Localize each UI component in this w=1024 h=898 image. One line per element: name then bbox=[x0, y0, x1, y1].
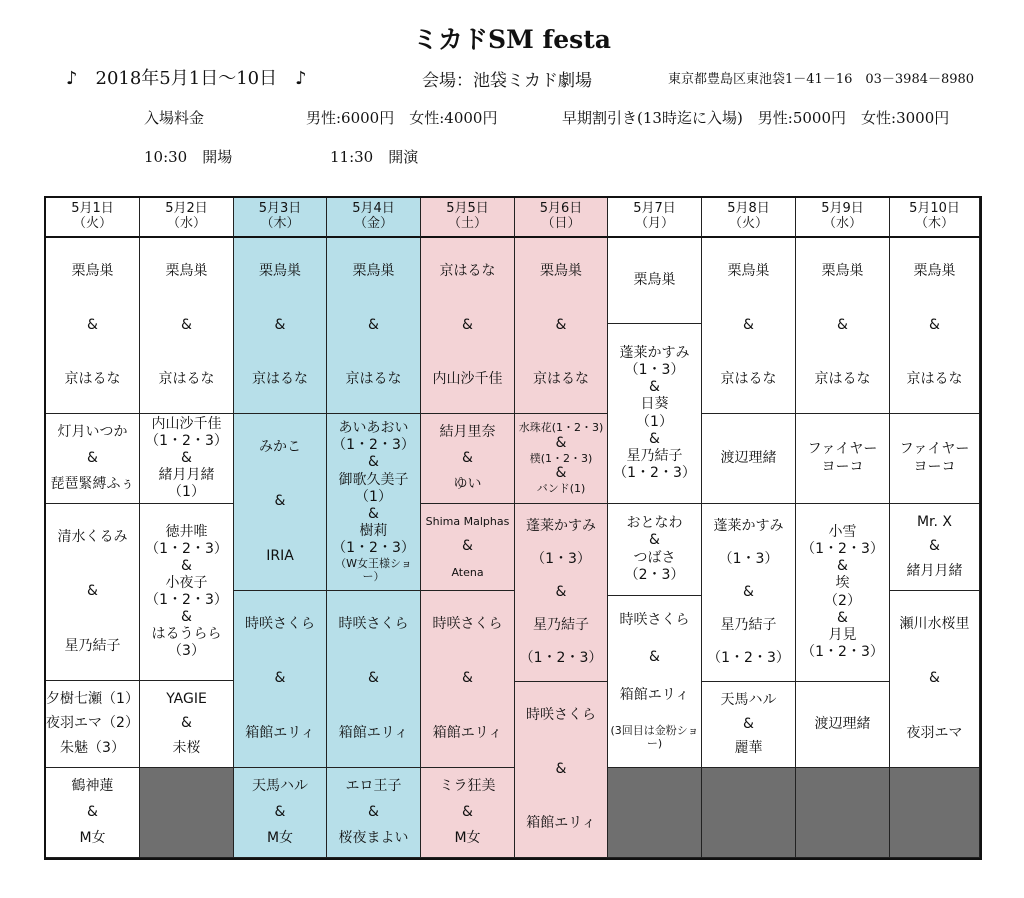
performer-cell bbox=[608, 324, 702, 504]
day-weekday: （金） bbox=[353, 216, 393, 231]
performer-line: & bbox=[87, 449, 98, 466]
page-title: ミカドSM festa bbox=[413, 25, 611, 54]
performer-line: 京はるな bbox=[439, 262, 496, 279]
performer-line: 天馬ハル bbox=[720, 691, 777, 708]
performer-line: 箱館エリィ bbox=[245, 725, 315, 742]
performer-cell bbox=[46, 414, 140, 504]
performer-line: 星乃結子 bbox=[720, 616, 777, 633]
day-date: 5月10日 bbox=[909, 201, 960, 217]
performer-line: & bbox=[181, 557, 192, 574]
performer-line: & bbox=[274, 803, 286, 820]
address-phone: 東京都豊島区東池袋1－41－16 03－3984－8980 bbox=[668, 72, 975, 87]
day-date: 5月7日 bbox=[633, 201, 676, 217]
performer-cell bbox=[140, 681, 234, 768]
performer-cell bbox=[702, 504, 796, 682]
closed-slot bbox=[608, 768, 702, 858]
performer-line: 琵琶緊縛ふぅ bbox=[50, 475, 135, 492]
performer-line: & bbox=[555, 760, 567, 777]
performer-line: & bbox=[555, 583, 567, 600]
performer-cell bbox=[421, 591, 515, 768]
performer-line: & bbox=[181, 316, 192, 333]
performer-line: （1・2・3） bbox=[519, 649, 603, 666]
fee-regular: 男性:6000円 女性:4000円 bbox=[306, 109, 498, 127]
performer-cell bbox=[796, 238, 890, 414]
fee-early-discount: 早期割引き(13時迄に入場) 男性:5000円 女性:3000円 bbox=[562, 109, 950, 127]
performer-line: & bbox=[274, 316, 286, 333]
closed-slot bbox=[140, 768, 234, 858]
performer-cell bbox=[702, 238, 796, 414]
performer-cell bbox=[140, 504, 234, 681]
performer-line: （1・3） bbox=[531, 550, 591, 567]
performer-line: 桜夜まよい bbox=[338, 829, 409, 846]
performer-line: & bbox=[274, 670, 286, 687]
day-header bbox=[796, 198, 890, 238]
performer-line: & bbox=[462, 803, 473, 820]
performer-line: 京はるな bbox=[345, 371, 402, 388]
performer-line: はるうらら bbox=[151, 626, 222, 643]
performer-line: 未桜 bbox=[172, 740, 201, 757]
day-weekday: （日） bbox=[541, 216, 581, 231]
performer-line: 時咲さくら bbox=[526, 706, 596, 723]
performer-line: & bbox=[462, 538, 473, 555]
performer-cell bbox=[421, 504, 515, 591]
performer-cell bbox=[46, 768, 140, 858]
performer-line: 京はるな bbox=[814, 371, 871, 388]
performer-line: 京はるな bbox=[252, 371, 308, 388]
performer-line: YAGIE bbox=[166, 690, 207, 707]
performer-line: 京はるな bbox=[158, 371, 215, 388]
performer-line: 栗鳥巣 bbox=[727, 262, 770, 279]
day-header bbox=[234, 198, 327, 238]
performer-line: ミラ狂美 bbox=[439, 778, 496, 795]
performer-line: M女 bbox=[266, 829, 294, 846]
performer-cell bbox=[608, 596, 702, 768]
day-header bbox=[140, 198, 234, 238]
performer-line: 京はるな bbox=[533, 371, 589, 388]
performer-line: & bbox=[837, 609, 848, 626]
performer-line: & bbox=[368, 670, 379, 687]
day-weekday: （木） bbox=[914, 216, 954, 231]
day-date: 5月8日 bbox=[727, 201, 770, 217]
performer-line: & bbox=[649, 532, 660, 549]
performer-line: & bbox=[87, 316, 98, 333]
performer-line: 内山沙千佳 bbox=[432, 371, 503, 388]
fee-label: 入場料金 bbox=[144, 109, 205, 127]
performer-line: ヨーコ bbox=[913, 458, 956, 475]
performer-line: みかこ bbox=[259, 438, 301, 455]
day-weekday: （月） bbox=[634, 216, 674, 231]
performer-line: 箱館エリィ bbox=[432, 725, 503, 742]
performer-line: 樹莉 bbox=[359, 522, 388, 539]
performer-cell bbox=[234, 768, 327, 858]
performer-line: （1・2・3） bbox=[145, 592, 228, 608]
day-weekday: （火） bbox=[72, 216, 112, 231]
performer-line: （1・3） bbox=[624, 362, 685, 379]
performer-line: 緒月月緒 bbox=[158, 467, 215, 484]
performer-line: 京はるな bbox=[720, 371, 777, 388]
performer-line: 時咲さくら bbox=[338, 615, 409, 632]
performer-line: & bbox=[649, 430, 660, 447]
performer-line: 蓬莱かすみ bbox=[526, 517, 596, 534]
performer-line: （1・2・3） bbox=[801, 541, 884, 558]
performer-line: Mr. X bbox=[916, 513, 953, 530]
performer-line: ファイヤー bbox=[807, 441, 878, 458]
performer-line: 栗鳥巣 bbox=[633, 271, 676, 288]
performer-line: 渡辺理緒 bbox=[720, 449, 777, 466]
performer-line: 天馬ハル bbox=[252, 778, 308, 795]
performer-line: 朱魅（3） bbox=[60, 740, 125, 757]
performer-line: 夜羽エマ（2） bbox=[46, 715, 139, 732]
performer-line: 栗鳥巣 bbox=[352, 262, 395, 279]
performer-line: & bbox=[929, 670, 940, 687]
performer-line: & bbox=[368, 454, 379, 471]
performer-line: （1・3） bbox=[718, 550, 779, 567]
performer-cell bbox=[327, 591, 421, 768]
performer-line: ファイヤー bbox=[899, 441, 970, 458]
performer-line: 夜羽エマ bbox=[906, 725, 963, 742]
performer-cell bbox=[421, 414, 515, 504]
performer-line: & bbox=[368, 803, 379, 820]
performer-cell bbox=[46, 681, 140, 768]
performer-line: M女 bbox=[454, 829, 481, 846]
performer-line: （1） bbox=[636, 413, 673, 430]
day-date: 5月9日 bbox=[821, 201, 864, 217]
performer-line: （W女王様ショー） bbox=[335, 556, 412, 584]
performer-line: 時咲さくら bbox=[619, 612, 690, 629]
performer-cell bbox=[702, 414, 796, 504]
day-weekday: （水） bbox=[822, 216, 862, 231]
performer-line: 星乃結子 bbox=[533, 616, 589, 633]
performer-line: 栗鳥巣 bbox=[821, 262, 864, 279]
open-time: 10:30 開場 bbox=[144, 148, 233, 166]
day-header bbox=[515, 198, 608, 238]
performer-line: & bbox=[181, 715, 192, 732]
performer-line: 栗鳥巣 bbox=[913, 262, 956, 279]
performer-line: バンド(1) bbox=[536, 482, 586, 496]
performer-line: 内山沙千佳 bbox=[151, 415, 222, 432]
performer-line: （1・2・3） bbox=[145, 432, 228, 449]
performer-cell bbox=[796, 504, 890, 682]
performer-line: （3） bbox=[168, 643, 205, 660]
performer-line: & bbox=[462, 449, 473, 466]
performer-line: 小雪 bbox=[828, 524, 857, 541]
performer-line: 清水くるみ bbox=[57, 528, 128, 545]
performer-line: （1） bbox=[355, 488, 392, 505]
performer-line: & bbox=[368, 316, 379, 333]
performer-line: Atena bbox=[451, 565, 484, 579]
performer-line: 麗華 bbox=[734, 740, 763, 757]
performer-cell bbox=[327, 238, 421, 414]
performer-line: 星乃結子 bbox=[64, 638, 121, 655]
performer-line: (3回目は金粉ショー) bbox=[610, 724, 699, 751]
performer-line: IRIA bbox=[266, 548, 294, 565]
performer-line: （1） bbox=[168, 484, 205, 501]
performer-cell bbox=[421, 768, 515, 858]
day-header bbox=[608, 198, 702, 238]
performer-line: Shima Malphas bbox=[425, 515, 510, 529]
performer-line: & bbox=[274, 493, 286, 510]
performer-line: & bbox=[181, 449, 192, 466]
day-header bbox=[890, 198, 980, 238]
performer-cell bbox=[890, 591, 980, 768]
performer-line: 箱館エリィ bbox=[338, 725, 409, 742]
performer-line: 日葵 bbox=[640, 396, 669, 413]
day-date: 5月5日 bbox=[446, 201, 489, 217]
performer-cell bbox=[234, 238, 327, 414]
performer-line: （1・2・3） bbox=[332, 437, 415, 454]
performer-cell bbox=[608, 504, 702, 596]
performer-line: & bbox=[649, 379, 660, 396]
closed-slot bbox=[796, 768, 890, 858]
performer-line: & bbox=[368, 505, 379, 522]
performer-line: & bbox=[462, 670, 473, 687]
performer-line: 樸(1・2・3) bbox=[529, 451, 593, 465]
performer-line: & bbox=[649, 649, 660, 666]
performer-line: & bbox=[462, 316, 473, 333]
start-time: 11:30 開演 bbox=[330, 148, 419, 166]
day-weekday: （火） bbox=[728, 216, 768, 231]
performer-line: & bbox=[837, 316, 848, 333]
performer-cell bbox=[515, 414, 608, 504]
performer-line: & bbox=[929, 316, 940, 333]
performer-line: （2・3） bbox=[624, 566, 685, 583]
performer-line: ゆい bbox=[453, 475, 482, 492]
performer-line: 夕樹七瀬（1） bbox=[46, 690, 139, 707]
performer-line: & bbox=[837, 558, 848, 575]
performer-cell bbox=[796, 414, 890, 504]
performer-line: 御歌久美子 bbox=[338, 471, 409, 488]
performer-line: 京はるな bbox=[906, 371, 963, 388]
performer-cell bbox=[515, 504, 608, 682]
performer-line: 小夜子 bbox=[165, 574, 208, 591]
performer-line: （2） bbox=[824, 592, 861, 609]
day-date: 5月4日 bbox=[352, 201, 395, 217]
day-weekday: （木） bbox=[260, 216, 300, 231]
performer-line: & bbox=[743, 316, 754, 333]
performer-line: & bbox=[555, 465, 567, 482]
performer-cell bbox=[327, 768, 421, 858]
performer-line: 埃 bbox=[835, 575, 850, 592]
performer-line: & bbox=[87, 583, 98, 600]
performer-cell bbox=[515, 238, 608, 414]
performer-line: 月見 bbox=[828, 626, 857, 643]
performer-cell bbox=[46, 504, 140, 681]
day-weekday: （土） bbox=[447, 216, 487, 231]
performer-line: 鶴神蓮 bbox=[71, 778, 114, 795]
performer-line: 栗鳥巣 bbox=[540, 262, 582, 279]
performer-line: （1・2・3） bbox=[613, 464, 696, 481]
performer-line: おとなわ bbox=[626, 515, 683, 532]
performer-cell bbox=[421, 238, 515, 414]
performer-line: 緒月月緒 bbox=[906, 563, 963, 580]
day-date: 5月3日 bbox=[258, 201, 302, 217]
performer-line: & bbox=[743, 583, 754, 600]
performer-line: & bbox=[87, 803, 98, 820]
day-date: 5月1日 bbox=[71, 201, 114, 217]
day-header bbox=[702, 198, 796, 238]
performer-cell bbox=[890, 504, 980, 591]
day-header bbox=[46, 198, 140, 238]
event-dates: ♪ 2018年5月1日～10日 ♪ bbox=[66, 68, 307, 89]
performer-line: 時咲さくら bbox=[245, 615, 315, 632]
performer-line: 灯月いつか bbox=[57, 424, 128, 441]
performer-cell bbox=[327, 414, 421, 591]
performer-line: & bbox=[743, 715, 754, 732]
performer-line: 京はるな bbox=[64, 371, 121, 388]
performer-cell bbox=[796, 682, 890, 768]
performer-line: 箱館エリィ bbox=[619, 686, 690, 703]
performer-line: 蓬莱かすみ bbox=[619, 345, 690, 362]
day-date: 5月2日 bbox=[165, 201, 208, 217]
closed-slot bbox=[890, 768, 980, 858]
performer-cell bbox=[140, 238, 234, 414]
performer-line: （1・2・3） bbox=[707, 649, 790, 666]
performer-cell bbox=[234, 591, 327, 768]
performer-cell bbox=[608, 238, 702, 324]
performer-line: 水珠花(1・2・3) bbox=[518, 421, 604, 435]
performer-line: & bbox=[929, 538, 940, 555]
performer-line: （1・2・3） bbox=[332, 539, 415, 556]
performer-line: 瀬川水桜里 bbox=[899, 615, 970, 632]
performer-line: 栗鳥巣 bbox=[165, 262, 208, 279]
day-date: 5月6日 bbox=[539, 201, 583, 217]
performer-line: （1・2・3） bbox=[801, 643, 884, 660]
performer-line: M女 bbox=[79, 829, 106, 846]
performer-line: 箱館エリィ bbox=[526, 815, 596, 832]
performer-cell bbox=[46, 238, 140, 414]
performer-line: 渡辺理緒 bbox=[814, 715, 871, 732]
performer-cell bbox=[702, 682, 796, 768]
performer-cell bbox=[890, 238, 980, 414]
venue-label: 会場：池袋ミカド劇場 bbox=[422, 71, 592, 91]
performer-cell bbox=[890, 414, 980, 504]
performer-line: & bbox=[181, 609, 192, 626]
day-header bbox=[421, 198, 515, 238]
performer-line: 栗鳥巣 bbox=[259, 262, 301, 279]
performer-line: 時咲さくら bbox=[432, 615, 503, 632]
performer-line: 星乃結子 bbox=[626, 447, 683, 464]
schedule-table bbox=[44, 196, 982, 860]
closed-slot bbox=[702, 768, 796, 858]
performer-line: （1・2・3） bbox=[145, 540, 228, 557]
performer-line: & bbox=[555, 316, 567, 333]
performer-line: 栗鳥巣 bbox=[71, 262, 114, 279]
performer-line: ヨーコ bbox=[821, 458, 864, 475]
performer-cell bbox=[515, 682, 608, 858]
day-header bbox=[327, 198, 421, 238]
performer-line: エロ王子 bbox=[345, 778, 402, 795]
performer-cell bbox=[234, 414, 327, 591]
performer-line: つばさ bbox=[633, 549, 676, 566]
day-weekday: （水） bbox=[166, 216, 206, 231]
performer-cell bbox=[140, 414, 234, 504]
performer-line: & bbox=[555, 434, 567, 451]
performer-line: 徳井唯 bbox=[165, 523, 208, 540]
performer-line: 結月里奈 bbox=[439, 424, 496, 441]
performer-line: あいあおい bbox=[338, 420, 409, 437]
performer-line: 蓬莱かすみ bbox=[713, 517, 784, 534]
